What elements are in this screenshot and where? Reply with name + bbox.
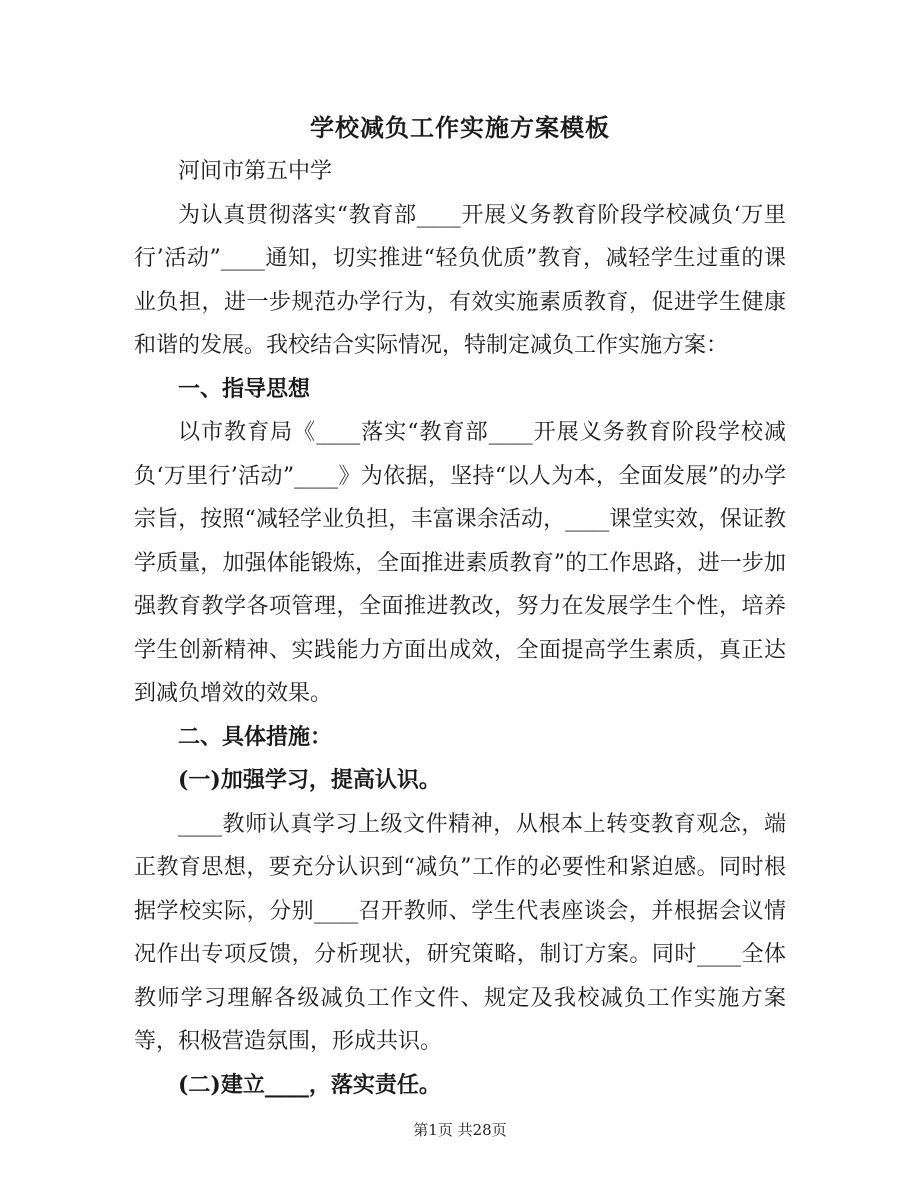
document-title: 学校减负工作实施方案模板 (310, 113, 610, 142)
document-body (134, 150, 786, 1107)
subsection-1-heading: (一)加强学习，提高认识。 (178, 767, 441, 793)
subsection-1-paragraph: ____教师认真学习上级文件精神，从根本上转变教育观念，端正教育思想，要充分认识到“减负”工作的必要性和紧迫感。同时根据学校实际，分别____召开教师、学生代表座谈会，并根据会议情况作出专项反馈，分析现状，研究策略，制订方案。同时____全体教师学习理解各级减负工作文件、规定及我校减负工作实施方案等，积极营造氛围，形成共识。 (134, 811, 786, 1054)
section-2-heading: 二、具体措施： (178, 723, 333, 750)
intro-paragraph: 为认真贯彻落实“教育部____开展义务教育阶段学校减负‘万里行’活动”____通知，切实推进“轻负优质”教育，减轻学生过重的课业负担，进一步规范办学行为，有效实施素质教育，促进学生健康和谐的发展。我校结合实际情况，特制定减负工作实施方案： (134, 202, 786, 358)
section-1-paragraph: 以市教育局《____落实“教育部____开展义务教育阶段学校减负‘万里行’活动”____》为依据，坚持“以人为本，全面发展”的办学宗旨，按照“减轻学业负担，丰富课余活动，____课堂实效，保证教学质量，加强体能锻炼，全面推进素质教育”的工作思路，进一步加强教育教学各项管理，全面推进教改，努力在发展学生个性，培养学生创新精神、实践能力方面出成效，全面提高学生素质，真正达到减负增效的效果。 (134, 420, 786, 706)
page-number: 第1页 共28页 (413, 1121, 507, 1139)
subsection-2-heading: (二)建立____，落实责任。 (178, 1071, 441, 1098)
section-1-heading: 一、指导思想 (178, 375, 311, 402)
school-name: 河间市第五中学 (178, 159, 333, 184)
